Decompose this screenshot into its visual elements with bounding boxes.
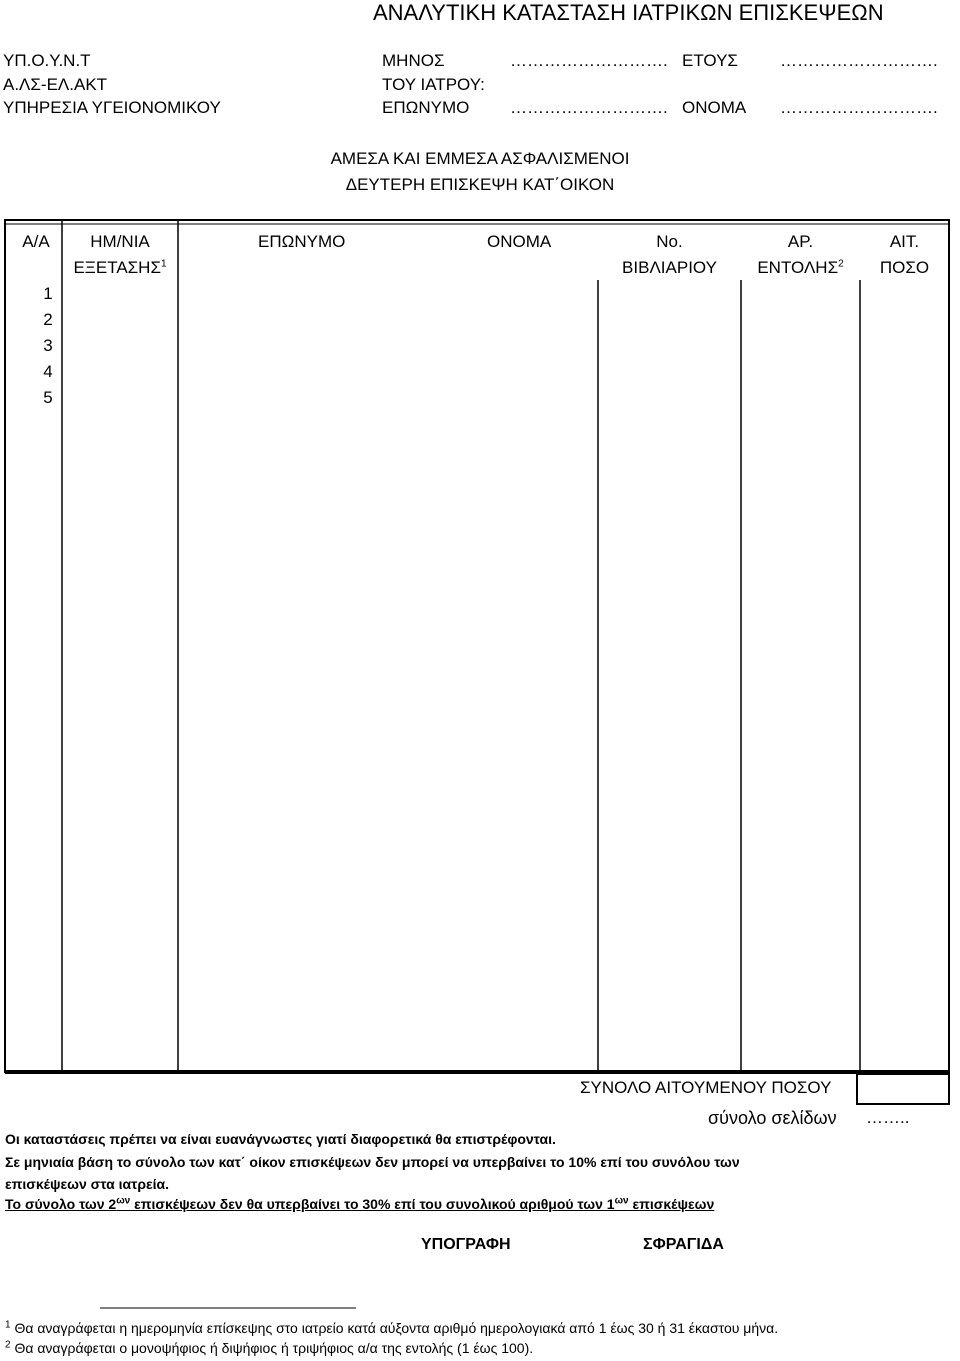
doctor-surname-label: ΕΠΩΝΥΜΟ [382,98,470,117]
col-header-book-line1: No. [656,232,683,251]
month-field[interactable]: ………………………. [510,51,668,70]
pages-total-field[interactable]: …….. [866,1108,910,1127]
footnote-1 [5,1320,778,1336]
year-label: ΕΤΟΥΣ [682,51,738,70]
col-header-date-text: ΕΞΕΤΑΣΗΣ [73,258,161,277]
col-header-amount-line1: ΑΙΤ. [889,232,920,251]
note-legibility: Οι καταστάσεις πρέπει να είναι ευανάγνωστες γιατί διαφορετικά θα επιστρέφονται. [5,1131,556,1147]
col-header-amount [860,229,949,281]
note-second-visits-sup1: ων [116,1195,131,1207]
month-label: ΜΗΝΟΣ [382,51,445,70]
subtitle-second-visit: ΔΕΥΤΕΡΗ ΕΠΙΣΚΕΨΗ ΚΑΤ΄ΟΙΚΟΝ [345,175,615,194]
total-amount-label: ΣΥΝΟΛΟ ΑΙΤΟΥΜΕΝΟΥ ΠΟΣΟΥ [580,1078,832,1097]
service-label: ΥΠΗΡΕΣΙΑ ΥΓΕΙΟΝΟΜΙΚΟΥ [3,98,221,117]
col-header-date [62,229,178,281]
col-header-book-line2: ΒΙΒΛΙΑΡΙΟΥ [622,258,717,277]
pages-total-label: σύνολο σελίδων [708,1108,837,1128]
col-header-date-line2 [62,255,178,281]
col-header-order-line1: ΑΡ. [787,232,814,251]
footnote-2-text: Θα αναγράφεται ο μονοψήφιος ή διψήφιος ή τριψήφιος α/α της εντολής (1 έως 100). [10,1340,534,1356]
col-header-order-line2 [741,255,860,281]
note-second-visits [5,1196,714,1212]
doctor-label: ΤΟΥ ΙΑΤΡΟΥ: [382,75,485,94]
row-number: 4 [43,362,53,381]
stamp-label: ΣΦΡΑΓΙΔΑ [643,1236,724,1253]
note-second-visits-part1: Το σύνολο των 2 [5,1196,117,1212]
department-label: Α.ΛΣ-ΕΛ.ΑΚΤ [3,75,108,94]
subtitle-insured: ΑΜΕΣΑ ΚΑΙ ΕΜΜΕΣΑ ΑΣΦΑΛΙΣΜΕΝΟΙ [330,149,630,168]
row-number: 5 [43,388,53,407]
total-amount-box [857,1074,949,1104]
footnote-ref-2: 2 [838,258,844,270]
note-second-visits-part3: επισκέψεων [628,1196,715,1212]
footnote-1-number: 1 [5,1319,11,1331]
footnote-1-text: Θα αναγράφεται η ημερομηνία επίσκεψης στο ιατρείο κατά αύξοντα αριθμό ημερολογιακά από 1 έως 30 ή 31 έκαστου μήνα. [10,1320,779,1336]
footnote-ref-1: 1 [160,258,167,270]
page-title: ΑΝΑΛΥΤΙΚΗ ΚΑΤΑΣΤΑΣΗ ΙΑΤΡΙΚΩΝ ΕΠΙΣΚΕΨΕΩΝ [373,0,884,25]
doctor-surname-field[interactable]: ………………………. [510,98,668,117]
col-header-amount-line2: ΠΟΣΟ [879,258,930,277]
col-header-book [598,229,741,281]
doctor-name-field[interactable]: ………………………. [780,98,938,117]
note-monthly-limit-line1: Σε μηνιαία βάση το σύνολο των κατ΄ οίκον επισκέψεων δεν μπορεί να υπερβαίνει το 10% επί του συνόλου των [5,1154,740,1170]
col-header-order [741,229,860,281]
row-number: 1 [43,284,53,303]
year-field[interactable]: ………………………. [780,51,938,70]
doctor-name-label: ΟΝΟΜΑ [682,98,747,117]
row-number: 3 [43,336,53,355]
table-border [5,220,949,1072]
note-second-visits-part2: επισκέψεων δεν θα υπερβαίνει το 30% επί του συνολικού αριθμού των 1 [130,1196,615,1212]
col-header-date-line1: ΗΜ/ΝΙΑ [90,232,150,251]
note-second-visits-sup2: ων [614,1195,629,1207]
col-header-order-text: ΕΝΤΟΛΗΣ [757,258,839,277]
signature-label: ΥΠΟΓΡΑΦΗ [421,1236,511,1253]
ministry-label: ΥΠ.Ο.Υ.Ν.Τ [3,51,91,70]
col-header-name: ΟΝΟΜΑ [487,232,552,251]
footnote-2-number: 2 [5,1339,11,1351]
row-number: 2 [43,310,53,329]
note-monthly-limit-line2: επισκέψεων στα ιατρεία. [5,1176,170,1192]
col-header-surname: ΕΠΩΝΥΜΟ [258,232,346,251]
col-header-aa: Α/Α [22,232,50,251]
footnote-2 [5,1340,533,1356]
